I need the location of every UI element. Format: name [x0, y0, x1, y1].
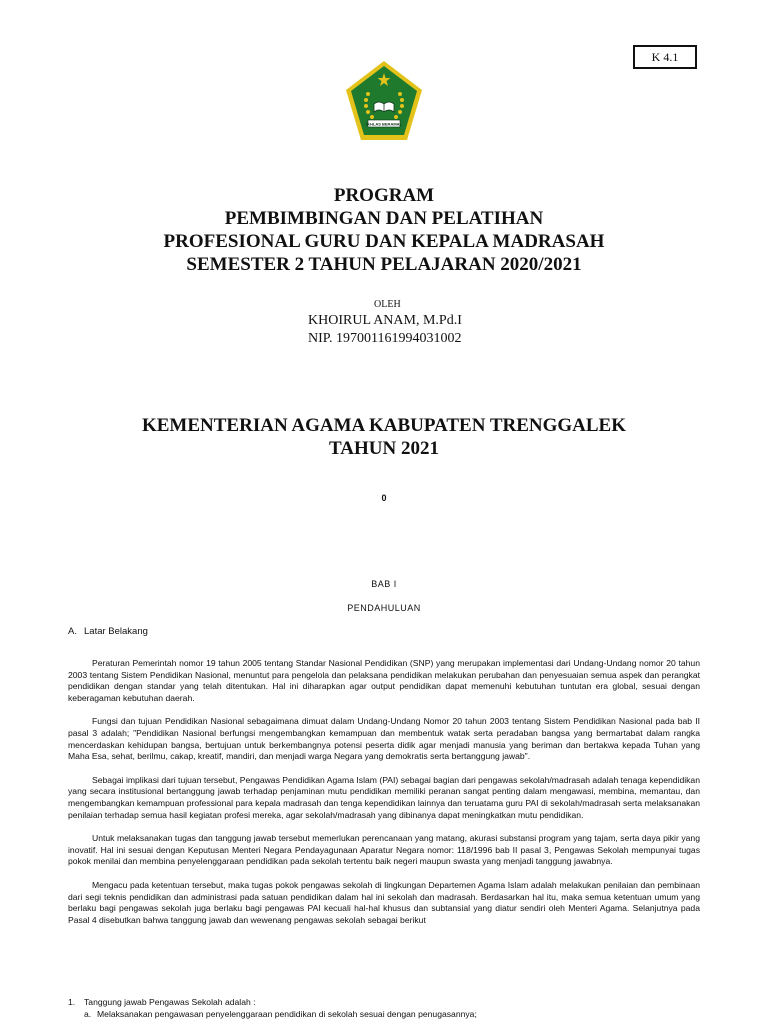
oleh-label: OLEH: [374, 299, 401, 310]
section-heading: [68, 626, 148, 637]
title-line: PROFESIONAL GURU DAN KEPALA MADRASAH: [163, 231, 605, 252]
paragraph: Fungsi dan tujuan Pendidikan Nasional sebagaimana dimuat dalam Undang-Undang Nomor 20 tahun 2003 tentang Sistem Pendidikan Nasional pada bab II pasal 3 adalah; "Pendidikan Nasional berfungsi mengembangkan kemampuan dan membentuk watak serta peradaban bangsa yang bermartabat dalam rangka mencerdaskan kehidupan bangsa, bertujuan untuk berkembangnya potensi peserta didik agar menjadi manusia yang beriman dan bertakwa kepada Tuhan yang Maha Esa, sehat, berilmu, cakap, kreatif, mandiri, dan menjadi warga Negara yang demokratis serta bertanggung jawab".: [68, 716, 700, 762]
ministry-heading: [0, 414, 768, 460]
responsibility-list: [68, 996, 700, 1020]
page-marker: 0: [381, 493, 387, 503]
document-code: K 4.1: [651, 49, 679, 64]
section-letter: A.: [68, 626, 77, 637]
paragraph: Mengacu pada ketentuan tersebut, maka tugas pokok pengawas sekolah di lingkungan Departemen Agama Islam adalah melakukan penilaian dan pembinaan dari segi teknis pendidikan dan administrasi pada satuan pendidikan dalam hal ini sekolah dan madrasah. Berdasarkan hal itu, maka semua ketentuan umum yang berlaku bagi pengawas sekolah juga berlaku bagi pengawas PAI kecuali hal-hal khusus dan subtansial yang diatur sendiri oleh Menteri Agama. Selanjutnya pada Pasal 4 disebutkan bahwa tanggung jawab dan wewenang pengawas sekolah sebagai berikut: [68, 879, 700, 925]
sub-list-item-text: Melaksanakan pengawasan penyelenggaraan pendidikan di sekolah sesuai dengan penugasannya;: [97, 1009, 477, 1019]
chapter-number: BAB I: [371, 579, 397, 589]
list-item-text: Tanggung jawab Pengawas Sekolah adalah :: [84, 997, 256, 1007]
chapter-title: PENDAHULUAN: [347, 603, 421, 613]
kementerian-agama-emblem-icon: [344, 60, 424, 142]
ministry-line: KEMENTERIAN AGAMA KABUPATEN TRENGGALEK: [141, 415, 627, 436]
list-number: 1.: [68, 997, 76, 1007]
list-item: [68, 996, 700, 1008]
document-code-box: [633, 45, 697, 69]
body-text: [68, 658, 700, 938]
paragraph: Untuk melaksanakan tugas dan tanggung jawab tersebut memerlukan perencanaan yang matang, akurasi substansi program yang tajam, serta daya pikir yang inovatif. Hal ini sesuai dengan Keputusan Menteri Negara Pendayagunaan Aparatur Negara nomor: 118/1996 bab II pasal 3, Pengawas Sekolah mempunyai tugas pokok menilai dan membina penyelenggaraan pendidikan pada sekolah tertentu baik negeri maupun swasta yang menjadi tanggung jawabnya.: [68, 833, 700, 867]
paragraph: Peraturan Pemerintah nomor 19 tahun 2005 tentang Standar Nasional Pendidikan (SNP) yang merupakan implementasi dari Undang-Undang nomor 20 tahun 2003 tentang Sistem Pendidikan Nasional, menuntut para pengelola dan pelaksana pendidikan melakukan perubahan dan penyesuaian semua aspek dan perangkat pendidikan dengan standar yang telah ditentukan. Hal ini diharapkan agar output pendidikan dapat memenuhi kebutuhan tuntutan era global, sesuai dengan keberagaman kebutuhan daerah.: [68, 658, 700, 703]
paragraph: Sebagai implikasi dari tujuan tersebut, Pengawas Pendidikan Agama Islam (PAI) sebagai bagian dari pengawas sekolah/madrasah adalah tenaga kependidikan yang secara institusional bertanggung jawab terhadap penjaminan mutu pendidikan memiliki peranan sangat penting dalam mengawasi, membina, memantau, dan mengembangkan kemampuan professional para kepala madrasah dan tenga kependidikan lainnya dan teruatama guru PAI di sekolah/madrasah serta melaksanakan penilaian terhadap semua hasil kegiatan profesi mereka, agar sekolah/madrasah yang dibinanya dapat meningkatkan mutu pendidikan.: [68, 774, 700, 820]
title-line: PEMBIMBINGAN DAN PELATIHAN: [224, 208, 544, 229]
author-nip: NIP. 197001161994031002: [308, 331, 462, 346]
sub-list-letter: a.: [84, 1009, 92, 1019]
sub-list-item: [68, 1008, 700, 1020]
author-block: [308, 312, 462, 348]
section-title: Latar Belakang: [84, 626, 148, 637]
author-name: KHOIRUL ANAM, M.Pd.I: [308, 313, 462, 328]
program-title: [0, 184, 768, 276]
title-line: PROGRAM: [333, 185, 435, 206]
ministry-line: TAHUN 2021: [329, 438, 439, 459]
title-line: SEMESTER 2 TAHUN PELAJARAN 2020/2021: [186, 254, 582, 275]
svg-text:IKHLAS BERAMAL: IKHLAS BERAMAL: [366, 121, 402, 127]
